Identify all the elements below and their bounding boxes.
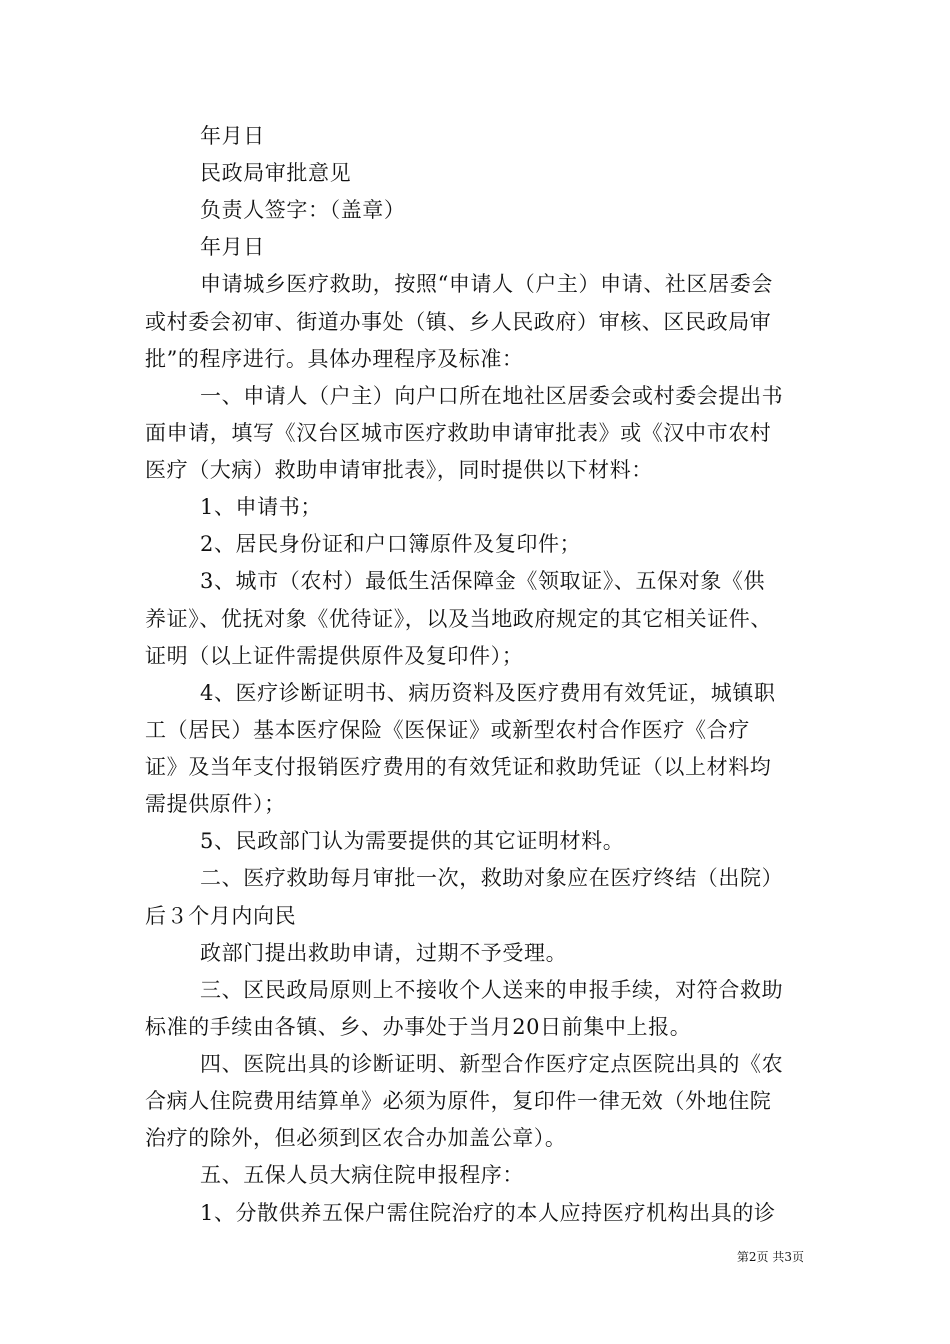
list-item: 1、分散供养五保户需住院治疗的本人应持医疗机构出具的诊 xyxy=(200,1201,776,1225)
date-line: 年月日 xyxy=(200,124,265,148)
paragraph-line: 四、医院出具的诊断证明、新型合作医疗定点医院出具的《农 xyxy=(200,1052,784,1076)
paragraph-line: 需提供原件）； xyxy=(145,792,286,816)
list-item: 4、医疗诊断证明书、病历资料及医疗费用有效凭证，城镇职 xyxy=(200,681,776,705)
list-item: 3、城市（农村）最低生活保障金《领取证》、五保对象《供 xyxy=(200,569,766,593)
signature-line: 负责人签字：（盖章） xyxy=(200,198,406,222)
paragraph-line: 批”的程序进行。具体办理程序及标准： xyxy=(145,347,524,371)
paragraph-line: 二、医疗救助每月审批一次，救助对象应在医疗终结（出院） xyxy=(200,866,784,890)
list-item: 1、申请书； xyxy=(200,495,322,519)
date-line: 年月日 xyxy=(200,235,265,259)
paragraph-line: 或村委会初审、街道办事处（镇、乡人民政府）审核、区民政局审 xyxy=(145,310,772,334)
paragraph-line: 面申请，填写《汉台区城市医疗救助申请审批表》或《汉中市农村 xyxy=(145,421,772,445)
approval-opinion-heading: 民政局审批意见 xyxy=(200,161,352,185)
paragraph-line: 证》及当年支付报销医疗费用的有效凭证和救助凭证（以上材料均 xyxy=(145,755,772,779)
paragraph-line: 一、申请人（户主）向户口所在地社区居委会或村委会提出书 xyxy=(200,384,784,408)
paragraph-line: 证明（以上证件需提供原件及复印件）； xyxy=(145,644,524,668)
paragraph-line: 后３个月内向民 xyxy=(145,904,297,928)
paragraph-line: 养证》、优抚对象《优待证》，以及当地政府规定的其它相关证件、 xyxy=(145,607,772,631)
paragraph-line: 五、五保人员大病住院申报程序： xyxy=(200,1163,524,1187)
page-indicator: 第2页 共3页 xyxy=(736,1250,804,1264)
paragraph-line: 治疗的除外，但必须到区农合办加盖公章）。 xyxy=(145,1126,567,1150)
paragraph-line: 医疗（大病）救助申请审批表》，同时提供以下材料： xyxy=(145,458,653,482)
paragraph-line: 合病人住院费用结算单》必须为原件，复印件一律无效（外地住院 xyxy=(145,1089,772,1113)
list-item: 5、民政部门认为需要提供的其它证明材料。 xyxy=(200,829,625,853)
paragraph-line: 标准的手续由各镇、乡、办事处于当月20日前集中上报。 xyxy=(145,1015,692,1039)
paragraph-line: 申请城乡医疗救助，按照“申请人（户主）申请、社区居委会 xyxy=(200,272,773,296)
paragraph-line: 三、区民政局原则上不接收个人送来的申报手续，对符合救助 xyxy=(200,978,784,1002)
paragraph-line: 工（居民）基本医疗保险《医保证》或新型农村合作医疗《合疗 xyxy=(145,718,750,742)
list-item: 2、居民身份证和户口簿原件及复印件； xyxy=(200,532,582,556)
paragraph-line: 政部门提出救助申请，过期不予受理。 xyxy=(200,941,568,965)
